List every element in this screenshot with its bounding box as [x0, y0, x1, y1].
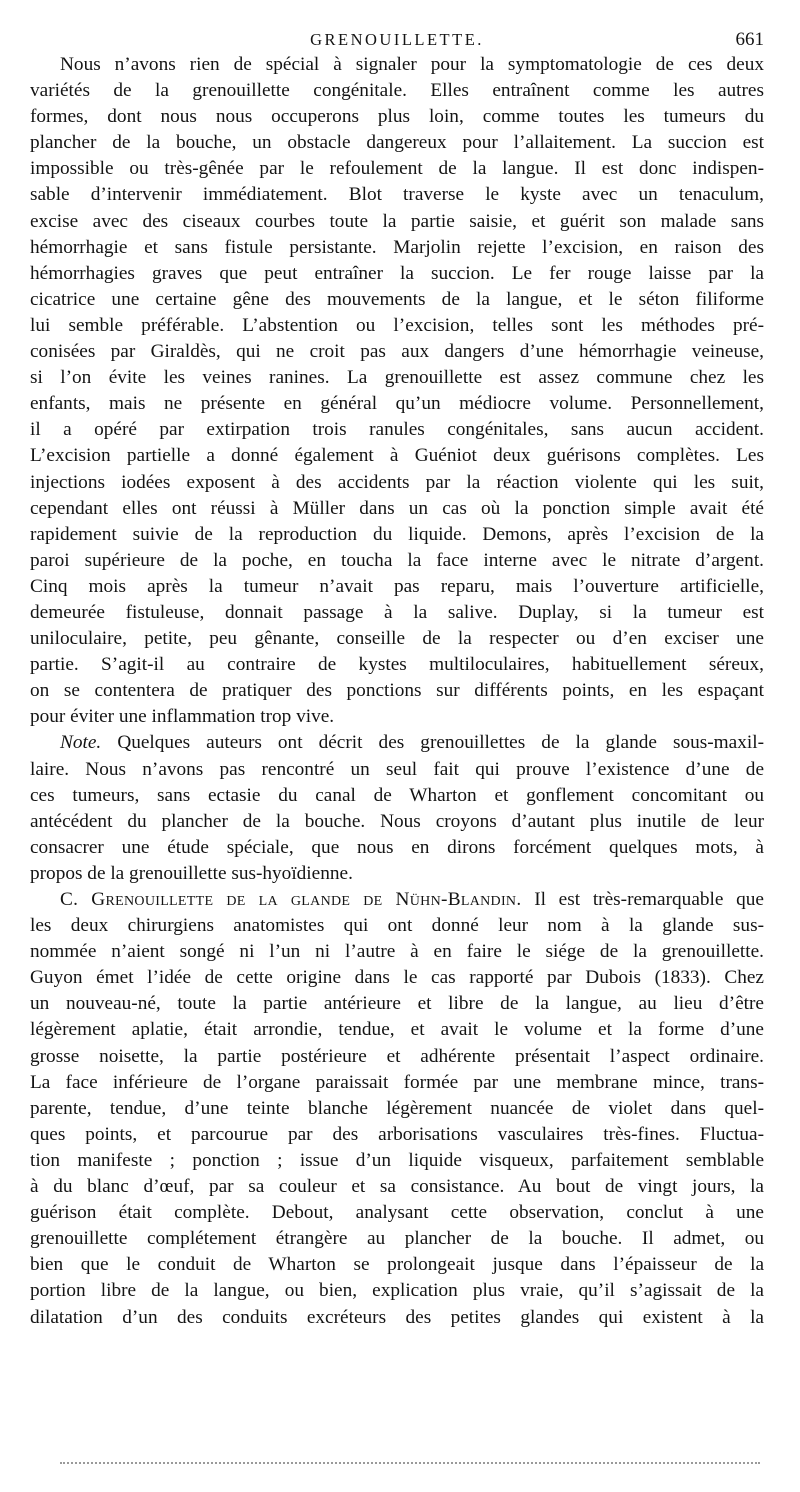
- text-line: à du blanc d’œuf, par sa couleur et sa consistance. Au bout de vingt jours, la: [30, 1176, 764, 1198]
- text-line: guérison était complète. Debout, analysant cette observation, conclut à une: [30, 1202, 764, 1224]
- text-line: ques points, et parcourue par des arborisations vasculaires très-fines. Fluctua-: [30, 1123, 764, 1145]
- text-line: laire. Nous n’avons pas rencontré un seul fait qui prouve l’existence d’une de: [30, 758, 764, 780]
- text-line: cependant elles ont réussi à Müller dans un cas où la ponction simple avait été: [30, 497, 764, 519]
- text-line: lui semble préférable. L’abstention ou l’excision, telles sont les méthodes pré-: [30, 314, 764, 336]
- text-line: uniloculaire, petite, peu gênante, conseille de la respecter ou d’en exciser une: [30, 628, 764, 650]
- text-line: conisées par Giraldès, qui ne croit pas aux dangers d’une hémorrhagie veineuse,: [30, 341, 764, 363]
- running-head: GRENOUILLETTE.: [310, 30, 484, 49]
- text-line: consacrer une étude spéciale, que nous en dirons forcément quelques mots, à: [30, 836, 764, 858]
- text-line: on se contentera de pratiquer des ponctions sur différents points, en les espaçant: [30, 680, 764, 702]
- text-line: nommée n’aient songé ni l’un ni l’autre à en faire le siége de la grenouillette.: [30, 941, 764, 963]
- note-first-text: Quelques auteurs ont décrit des grenouillettes de la glande sous-maxil-: [117, 732, 764, 754]
- text-line: cicatrice une certaine gêne des mouvements de la langue, et le séton filiforme: [30, 288, 764, 310]
- page-number: 661: [735, 29, 764, 50]
- text-line: hémorrhagies graves que peut entraîner la succion. Le fer rouge laisse par la: [30, 262, 764, 284]
- text-line: légèrement aplatie, était arrondie, tendue, et avait le volume et la forme d’une: [30, 1019, 764, 1041]
- note-first-line: [30, 730, 764, 756]
- text-line: propos de la grenouillette sus-hyoïdienne.: [30, 862, 353, 884]
- text-line: plancher de la bouche, un obstacle dangereux pour l’allaitement. La succion est: [30, 132, 764, 154]
- text-line: La face inférieure de l’organe paraissait formée par une membrane mince, trans-: [30, 1071, 764, 1093]
- text-line: variétés de la grenouillette congénitale. Elles entraînent comme les autres: [30, 80, 764, 102]
- section-c-first-line: [30, 887, 764, 913]
- section-heading: C. Grenouillette de la glande de Nühn-Blandin.: [60, 889, 522, 910]
- text-line: les deux chirurgiens anatomistes qui ont donné leur nom à la glande sus-: [30, 915, 764, 937]
- text-line: parente, tendue, d’une teinte blanche légèrement nuancée de violet dans quel-: [30, 1097, 764, 1119]
- text-line: partie. S’agit-il au contraire de kystes multiloculaires, habituellement séreux,: [30, 654, 764, 676]
- document-page: [30, 0, 764, 1331]
- paragraph-congenital-treatment: [30, 52, 764, 730]
- text-line: grenouillette complétement étrangère au plancher de la bouche. Il admet, ou: [30, 1228, 764, 1250]
- text-line: paroi supérieure de la poche, en toucha la face interne avec le nitrate d’argent.: [30, 549, 764, 571]
- text-line: L’excision partielle a donné également à Guéniot deux guérisons complètes. Les: [30, 445, 764, 467]
- section-c-first-text: Il est très-remarquable que: [534, 889, 764, 910]
- text-line: si l’on évite les veines ranines. La grenouillette est assez commune chez les: [30, 367, 764, 389]
- text-line: demeurée fistuleuse, donnait passage à la salive. Duplay, si la tumeur est: [30, 601, 764, 623]
- text-line: Nous n’avons rien de spécial à signaler pour la symptomatologie de ces deux: [60, 54, 764, 75]
- text-line: hémorrhagie et sans fistule persistante. Marjolin rejette l’excision, en raison des: [30, 236, 764, 258]
- text-line: antécédent du plancher de la bouche. Nous croyons d’autant plus inutile de leur: [30, 810, 764, 832]
- page-header: [30, 0, 764, 52]
- text-line: excise avec des ciseaux courbes toute la partie saisie, et guérit son malade sans: [30, 210, 764, 232]
- section-c-nuhn-blandin: [30, 887, 764, 1331]
- text-line: Guyon émet l’idée de cette origine dans le cas rapporté par Dubois (1833). Chez: [30, 967, 764, 989]
- text-line: impossible ou très-gênée par le refoulement de la langue. Il est donc indispen-: [30, 158, 764, 180]
- text-line: un nouveau-né, toute la partie antérieure et libre de la langue, au lieu d’être: [30, 993, 764, 1015]
- bottom-dotted-rule: [60, 1462, 760, 1466]
- text-line: sable d’intervenir immédiatement. Blot traverse le kyste avec un tenaculum,: [30, 184, 764, 206]
- text-line: il a opéré par extirpation trois ranules congénitales, sans aucun accident.: [30, 419, 764, 441]
- text-line: Cinq mois après la tumeur n’avait pas reparu, mais l’ouverture artificielle,: [30, 575, 764, 597]
- text-line: formes, dont nous nous occuperons plus loin, comme toutes les tumeurs du: [30, 106, 764, 128]
- text-line: ces tumeurs, sans ectasie du canal de Wharton et gonflement concomitant ou: [30, 784, 764, 806]
- text-line: dilatation d’un des conduits excréteurs des petites glandes qui existent à la: [30, 1306, 764, 1328]
- note-label: Note.: [60, 732, 102, 754]
- text-line: grosse noisette, la partie postérieure et adhérente présentait l’aspect ordinaire.: [30, 1045, 764, 1067]
- text-line: portion libre de la langue, ou bien, explication plus vraie, qu’il s’agissait de la: [30, 1280, 764, 1302]
- text-line: enfants, mais ne présente en général qu’un médiocre volume. Personnellement,: [30, 393, 764, 415]
- text-line: bien que le conduit de Wharton se prolongeait jusque dans l’épaisseur de la: [30, 1254, 764, 1276]
- text-line: tion manifeste ; ponction ; issue d’un liquide visqueux, parfaitement semblable: [30, 1149, 764, 1171]
- text-line: pour éviter une inflammation trop vive.: [30, 706, 335, 728]
- paragraph-note: [30, 730, 764, 887]
- text-line: injections iodées exposent à des accidents par la réaction violente qui les suit,: [30, 471, 764, 493]
- text-line: rapidement suivie de la reproduction du liquide. Demons, après l’excision de la: [30, 523, 764, 545]
